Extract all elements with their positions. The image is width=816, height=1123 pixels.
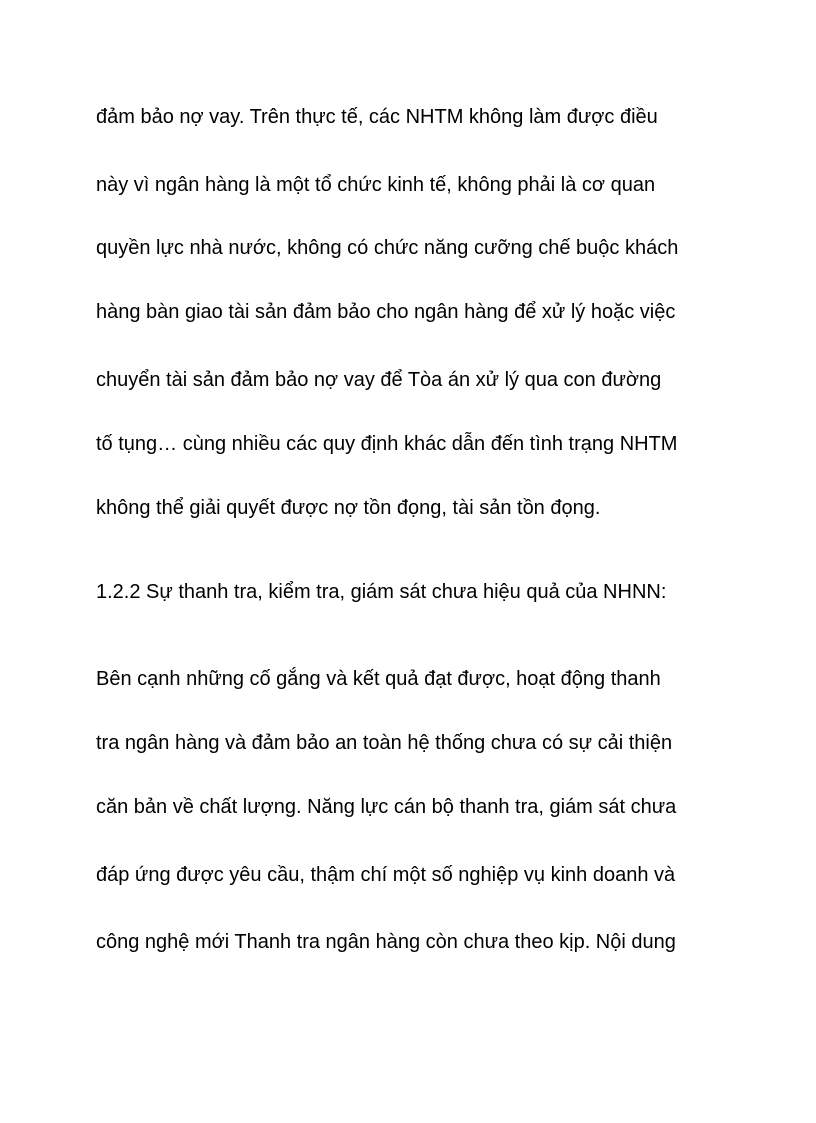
text-line: tra ngân hàng và đảm bảo an toàn hệ thống chưa có sự cải thiện xyxy=(96,732,673,754)
text-line: căn bản về chất lượng. Năng lực cán bộ thanh tra, giám sát chưa xyxy=(96,796,677,818)
text-line: quyền lực nhà nước, không có chức năng cưỡng chế buộc khách xyxy=(96,237,679,259)
section-heading: 1.2.2 Sự thanh tra, kiểm tra, giám sát chưa hiệu quả của NHNN: xyxy=(96,581,667,603)
text-line: công nghệ mới Thanh tra ngân hàng còn chưa theo kịp. Nội dung xyxy=(96,931,676,953)
text-line: hàng bàn giao tài sản đảm bảo cho ngân hàng để xử lý hoặc việc xyxy=(96,301,676,323)
text-line: đảm bảo nợ vay. Trên thực tế, các NHTM không làm được điều xyxy=(96,106,658,128)
text-line: Bên cạnh những cố gắng và kết quả đạt được, hoạt động thanh xyxy=(96,668,661,690)
text-line: này vì ngân hàng là một tổ chức kinh tế, không phải là cơ quan xyxy=(96,174,656,196)
text-line: không thể giải quyết được nợ tồn đọng, tài sản tồn đọng. xyxy=(96,497,601,519)
text-line: đáp ứng được yêu cầu, thậm chí một số nghiệp vụ kinh doanh và xyxy=(96,864,676,886)
text-line: chuyển tài sản đảm bảo nợ vay để Tòa án xử lý qua con đường xyxy=(96,369,662,391)
text-line: tố tụng… cùng nhiều các quy định khác dẫn đến tình trạng NHTM xyxy=(96,433,678,455)
